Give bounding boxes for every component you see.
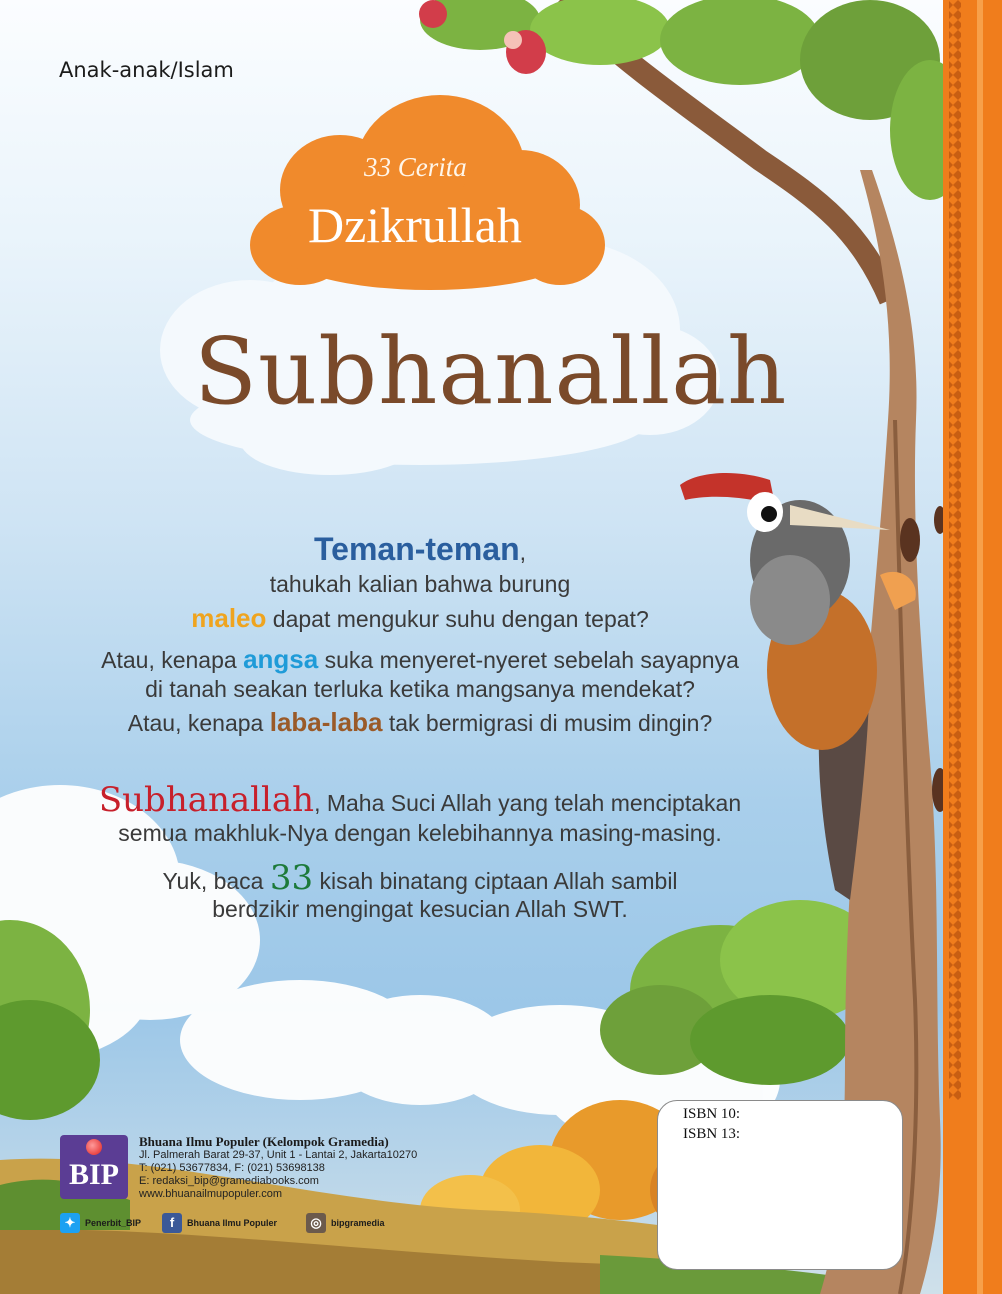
blurb-line-8: semua makhluk-Nya dengan kelebihannya masing-masing. <box>118 820 722 846</box>
blurb-highlight-33: 33 <box>269 858 314 898</box>
series-title: Dzikrullah <box>308 197 522 253</box>
isbn-10-label: ISBN 10: <box>683 1106 741 1122</box>
blurb-line-10: berdzikir mengingat kesucian Allah SWT. <box>212 896 628 922</box>
twitter-handle: Penerbit_BIP <box>85 1218 142 1228</box>
blurb-highlight-laba-laba: laba-laba <box>269 707 383 737</box>
publisher-email: E: redaksi_bip@gramediabooks.com <box>139 1175 319 1187</box>
social-instagram <box>306 1213 385 1233</box>
blurb-line-4: Atau, kenapa angsa suka menyeret-nyeret sebelah sayapnya <box>101 644 739 674</box>
diamond-pattern <box>943 0 1002 1294</box>
blurb-line-2: tahukah kalian bahwa burung <box>269 571 571 597</box>
publisher-address: Jl. Palmerah Barat 29-37, Unit 1 - Lantai 2, Jakarta10270 <box>139 1149 418 1161</box>
publisher-phone: T: (021) 53677834, F: (021) 53698138 <box>139 1162 325 1174</box>
publisher-logo-dot-icon <box>86 1139 102 1155</box>
publisher-website: www.bhuanailmupopuler.com <box>139 1188 283 1200</box>
blurb-highlight-maleo: maleo <box>191 603 267 633</box>
instagram-icon: ◎ <box>306 1213 326 1233</box>
facebook-icon: f <box>162 1213 182 1233</box>
orange-side-border <box>943 0 1002 1294</box>
blurb-line-7: Subhanallah, Maha Suci Allah yang telah menciptakan <box>98 780 742 820</box>
blurb-line-9: Yuk, baca 33 kisah binatang ciptaan Allah sambil <box>162 858 678 898</box>
book-title: Subhanallah <box>194 318 788 425</box>
social-twitter <box>60 1213 141 1233</box>
blurb-line-5: di tanah seakan terluka ketika mangsanya mendekat? <box>145 676 695 702</box>
facebook-handle: Bhuana Ilmu Populer <box>187 1218 278 1228</box>
blurb-line-6: Atau, kenapa laba-laba tak bermigrasi di musim dingin? <box>127 707 713 737</box>
blurb-highlight-subhanallah: Subhanallah <box>98 780 315 820</box>
blurb-highlight-teman: Teman-teman <box>313 531 520 567</box>
green-tree-canopy <box>600 900 880 1085</box>
instagram-handle: bipgramedia <box>331 1218 385 1228</box>
isbn-13-label: ISBN 13: <box>683 1126 741 1142</box>
social-facebook <box>162 1213 277 1233</box>
blurb-line-3: maleo dapat mengukur suhu dengan tepat? <box>191 603 649 633</box>
orange-cloud <box>250 95 605 290</box>
publisher-logo-text: BIP <box>68 1158 119 1191</box>
blurb-highlight-angsa: angsa <box>243 644 319 674</box>
title-prefix: 33 Cerita <box>364 152 467 182</box>
blurb-line-1: Teman-teman, <box>313 531 527 567</box>
twitter-icon: ✦ <box>60 1213 80 1233</box>
category-label: Anak-anak/Islam <box>59 58 234 82</box>
publisher-name: Bhuana Ilmu Populer (Kelompok Gramedia) <box>139 1134 389 1149</box>
